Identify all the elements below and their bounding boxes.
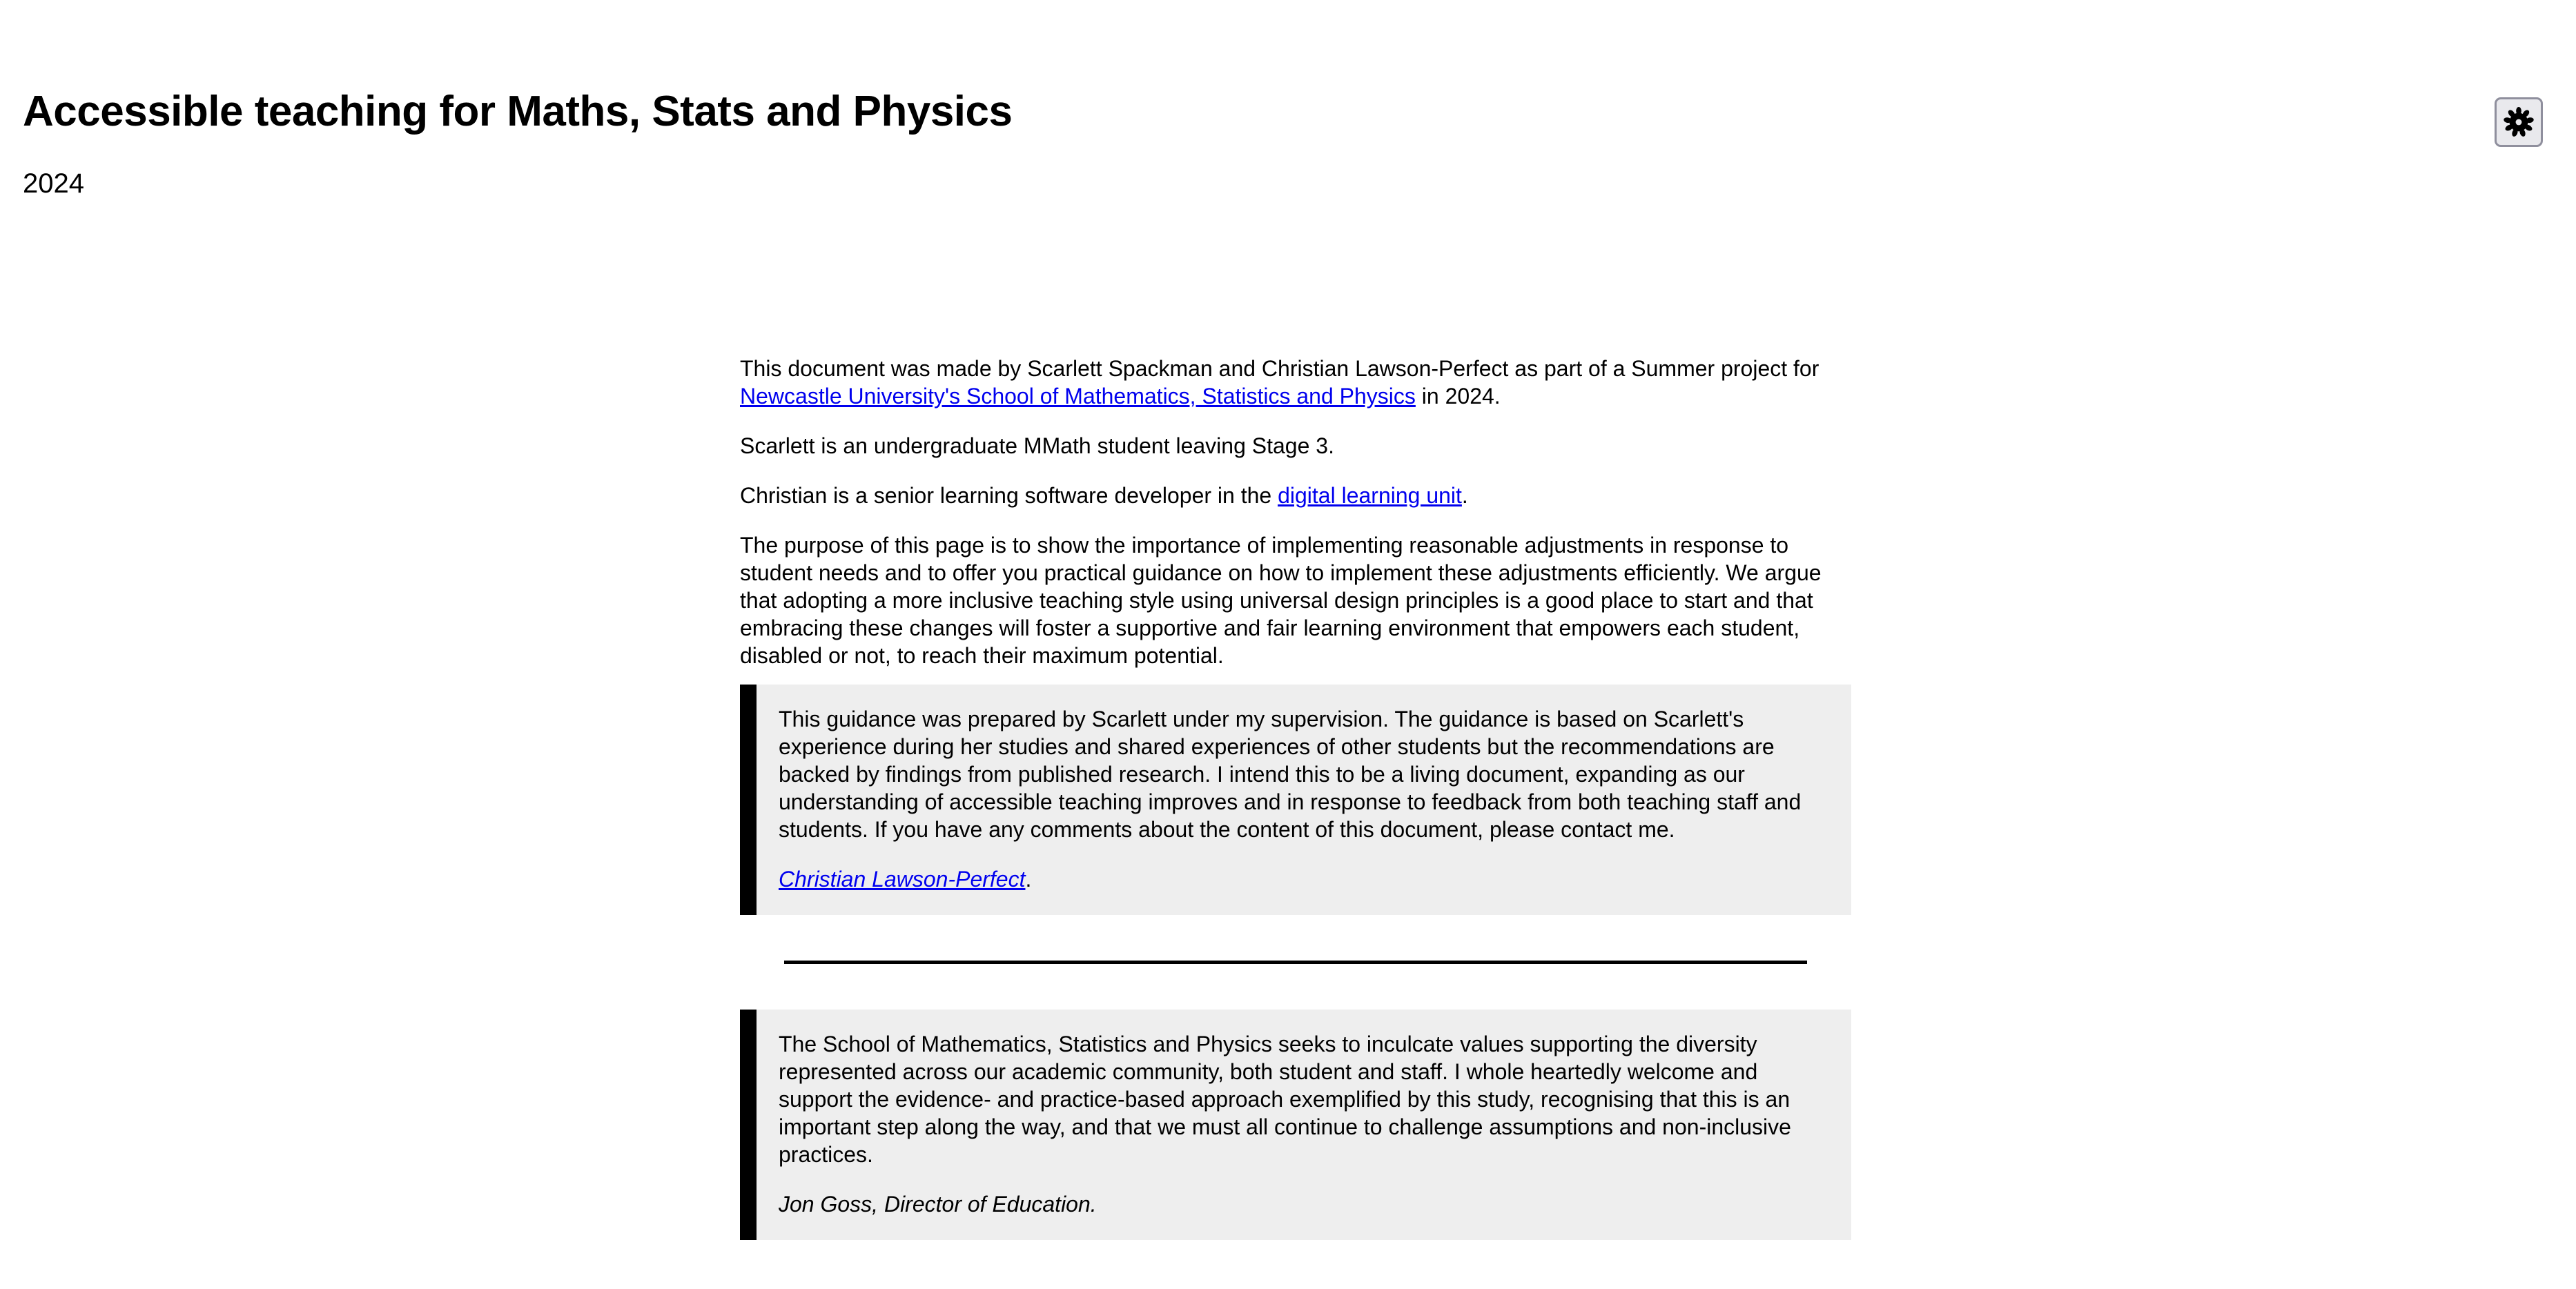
page-title: Accessible teaching for Maths, Stats and Physics [23,88,1013,135]
director-quote-text: The School of Mathematics, Statistics and Physics seeks to inculcate values supporting the diversity represented across our academic community, both student and staff. I whole heartedly welcome and support the evidence- and practice-based approach exemplified by this study, recognising that this is an important step along the way, and that we must all continue to challenge assumptions and non-inclusive practices. [779,1032,1791,1167]
main-content [740,355,1851,1240]
supervisor-quote-text: This guidance was prepared by Scarlett under my supervision. The guidance is based on Scarlett's experience during her studies and shared experiences of other students but the recommendations are backed by findings from published research. I intend this to be a living document, expanding as our understanding of accessible teaching improves and in response to feedback from both teaching staff and students. If you have any comments about the content of this document, please contact me. [779,707,1802,842]
intro-text-end: in 2024. [1415,384,1501,409]
intro-paragraph [740,355,1851,410]
supervisor-signature [779,865,1810,893]
director-signature [779,1190,1810,1218]
director-signature-text: Jon Goss, Director of Education. [779,1192,1097,1217]
christian-text-end: . [1461,483,1468,508]
director-quote [740,1010,1851,1240]
christian-text: Christian is a senior learning software developer in the [740,483,1278,508]
gear-icon [2503,106,2535,138]
intro-text: This document was made by Scarlett Spackman and Christian Lawson-Perfect as part of a Summer project for [740,356,1819,381]
supervisor-quote [740,685,1851,915]
page-year: 2024 [23,168,84,199]
digital-learning-unit-link[interactable]: digital learning unit [1278,483,1462,508]
signature-period: . [1025,867,1032,892]
divider [784,961,1807,964]
scarlett-paragraph: Scarlett is an undergraduate MMath student leaving Stage 3. [740,433,1334,458]
christian-contact-link[interactable]: Christian Lawson-Perfect [779,867,1026,892]
purpose-paragraph: The purpose of this page is to show the importance of implementing reasonable adjustments in response to student needs and to offer you practical guidance on how to implement these adjustments efficiently. We argue that adopting a more inclusive teaching style using universal design principles is a good place to start and that embracing these changes will foster a supportive and fair learning environment that empowers each student, disabled or not, to reach their maximum potential. [740,533,1822,668]
school-link[interactable]: Newcastle University's School of Mathematics, Statistics and Physics [740,384,1416,409]
christian-paragraph [740,482,1851,509]
settings-button[interactable] [2495,97,2543,147]
